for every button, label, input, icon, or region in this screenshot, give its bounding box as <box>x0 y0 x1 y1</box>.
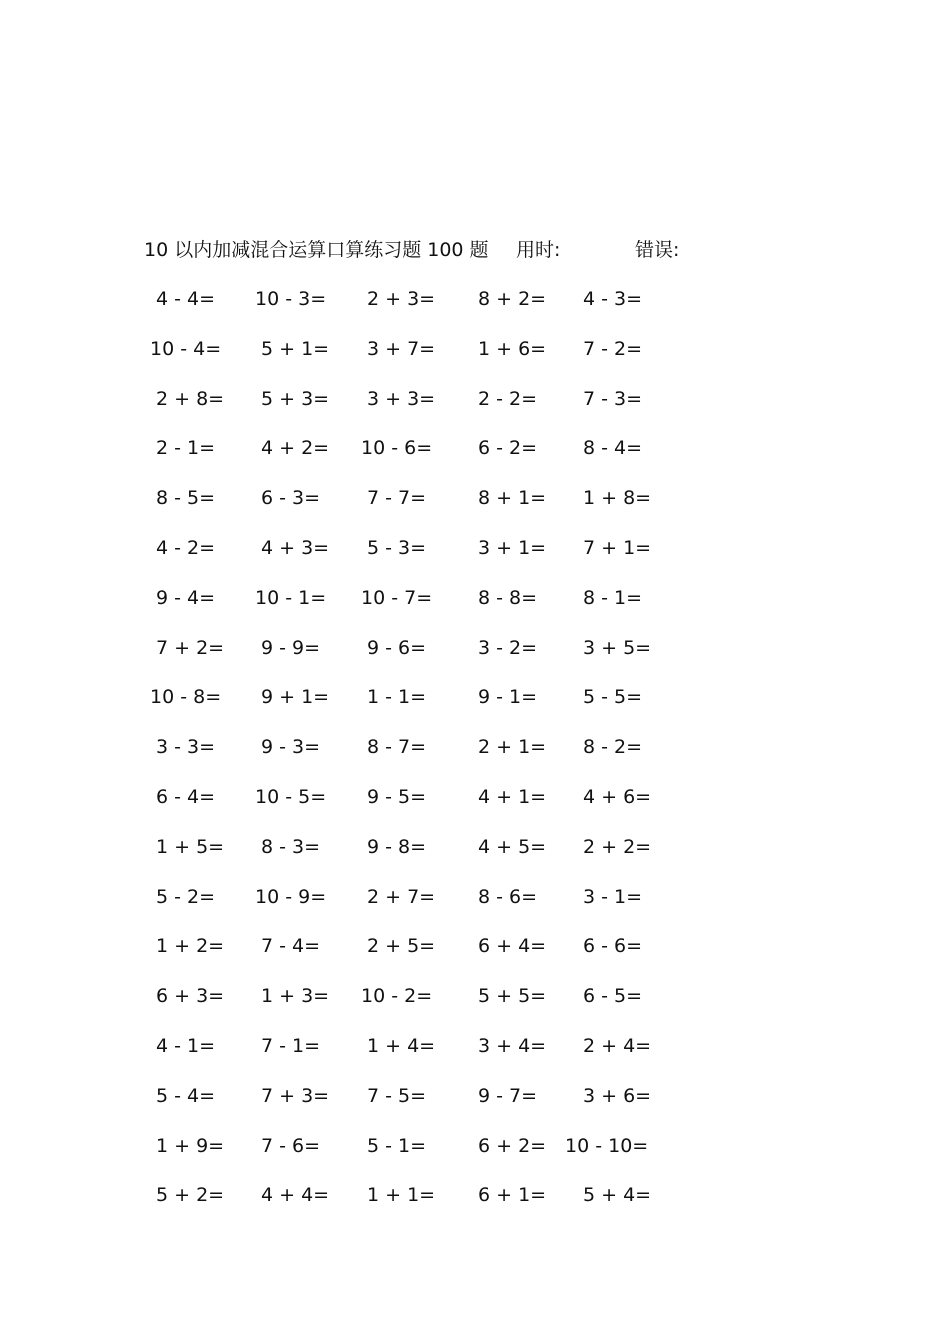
worksheet-header <box>144 236 764 264</box>
problem-cell: 3 - 2= <box>478 636 538 659</box>
problem-cell: 10 - 9= <box>255 885 327 908</box>
problem-row <box>150 732 710 782</box>
problem-cell: 7 + 1= <box>583 536 652 559</box>
problem-cell: 5 + 4= <box>583 1184 652 1207</box>
problem-cell: 7 - 4= <box>261 935 321 958</box>
problem-row <box>150 1031 710 1081</box>
problem-cell: 8 - 3= <box>261 835 321 858</box>
problem-cell: 8 - 7= <box>367 736 427 759</box>
problem-cell: 1 + 4= <box>367 1034 436 1057</box>
problem-cell: 9 + 1= <box>261 686 330 709</box>
problem-row <box>150 1180 710 1230</box>
problem-cell: 8 - 2= <box>583 736 643 759</box>
problem-row <box>150 882 710 932</box>
problem-cell: 3 + 5= <box>583 636 652 659</box>
problem-cell: 9 - 6= <box>367 636 427 659</box>
problem-cell: 3 - 3= <box>156 736 216 759</box>
problem-row <box>150 832 710 882</box>
problem-cell: 8 + 2= <box>478 288 547 310</box>
problem-cell: 10 - 1= <box>255 586 327 609</box>
problem-row <box>150 782 710 832</box>
problem-cell: 6 - 6= <box>583 935 643 958</box>
problem-cell: 3 + 3= <box>367 387 436 410</box>
problem-cell: 2 - 2= <box>478 387 538 410</box>
problem-cell: 1 - 1= <box>367 686 427 709</box>
problem-cell: 10 - 3= <box>255 288 327 310</box>
problem-row <box>150 583 710 633</box>
problem-cell: 4 - 4= <box>156 288 216 310</box>
problem-row <box>150 284 710 334</box>
problem-cell: 6 - 3= <box>261 487 321 510</box>
problem-row <box>150 533 710 583</box>
problem-grid <box>150 284 710 1230</box>
problem-cell: 3 + 1= <box>478 536 547 559</box>
problem-cell: 3 - 1= <box>583 885 643 908</box>
time-used-label: 用时: <box>516 239 561 261</box>
problem-cell: 2 + 8= <box>156 387 225 410</box>
problem-cell: 2 - 1= <box>156 437 216 460</box>
problem-row <box>150 384 710 434</box>
problem-cell: 4 + 2= <box>261 437 330 460</box>
problem-cell: 5 - 3= <box>367 536 427 559</box>
problem-cell: 6 + 2= <box>478 1134 547 1157</box>
problem-cell: 10 - 10= <box>565 1134 649 1157</box>
problem-cell: 4 - 3= <box>583 288 643 310</box>
problem-cell: 1 + 3= <box>261 985 330 1008</box>
problem-cell: 6 + 1= <box>478 1184 547 1207</box>
problem-cell: 6 + 3= <box>156 985 225 1008</box>
problem-cell: 7 - 7= <box>367 487 427 510</box>
problem-cell: 5 + 5= <box>478 985 547 1008</box>
problem-cell: 9 - 3= <box>261 736 321 759</box>
problem-cell: 2 + 2= <box>583 835 652 858</box>
problem-cell: 6 - 5= <box>583 985 643 1008</box>
problem-cell: 8 + 1= <box>478 487 547 510</box>
problem-row <box>150 981 710 1031</box>
problem-cell: 7 + 2= <box>156 636 225 659</box>
problem-cell: 5 - 4= <box>156 1084 216 1107</box>
problem-cell: 1 + 9= <box>156 1134 225 1157</box>
problem-cell: 1 + 6= <box>478 337 547 360</box>
problem-cell: 7 - 6= <box>261 1134 321 1157</box>
problem-row <box>150 1081 710 1131</box>
problem-cell: 9 - 1= <box>478 686 538 709</box>
problem-row <box>150 633 710 683</box>
worksheet-title: 10 以内加减混合运算口算练习题 100 题 <box>144 239 489 261</box>
problem-cell: 10 - 5= <box>255 785 327 808</box>
problem-row <box>150 682 710 732</box>
problem-cell: 7 - 1= <box>261 1034 321 1057</box>
problem-cell: 4 - 2= <box>156 536 216 559</box>
problem-cell: 1 + 8= <box>583 487 652 510</box>
problem-row <box>150 931 710 981</box>
problem-cell: 5 - 2= <box>156 885 216 908</box>
problem-cell: 2 + 7= <box>367 885 436 908</box>
problem-cell: 9 - 9= <box>261 636 321 659</box>
problem-row <box>150 334 710 384</box>
problem-cell: 8 - 8= <box>478 586 538 609</box>
problem-cell: 10 - 2= <box>361 985 433 1008</box>
problem-cell: 10 - 6= <box>361 437 433 460</box>
problem-cell: 5 - 5= <box>583 686 643 709</box>
problem-cell: 9 - 7= <box>478 1084 538 1107</box>
problem-row <box>150 1131 710 1181</box>
problem-cell: 8 - 6= <box>478 885 538 908</box>
problem-cell: 7 - 5= <box>367 1084 427 1107</box>
problem-cell: 8 - 5= <box>156 487 216 510</box>
problem-cell: 2 + 4= <box>583 1034 652 1057</box>
problem-cell: 9 - 8= <box>367 835 427 858</box>
problem-row <box>150 483 710 533</box>
problem-cell: 6 - 4= <box>156 785 216 808</box>
error-count-label: 错误: <box>635 239 680 261</box>
problem-cell: 4 + 1= <box>478 785 547 808</box>
problem-cell: 4 + 3= <box>261 536 330 559</box>
problem-cell: 9 - 4= <box>156 586 216 609</box>
problem-cell: 5 - 1= <box>367 1134 427 1157</box>
problem-cell: 2 + 3= <box>367 288 436 310</box>
problem-cell: 10 - 4= <box>150 337 222 360</box>
problem-cell: 5 + 1= <box>261 337 330 360</box>
problem-cell: 3 + 7= <box>367 337 436 360</box>
problem-cell: 10 - 8= <box>150 686 222 709</box>
problem-cell: 4 + 4= <box>261 1184 330 1207</box>
problem-cell: 6 + 4= <box>478 935 547 958</box>
problem-cell: 1 + 1= <box>367 1184 436 1207</box>
problem-cell: 2 + 1= <box>478 736 547 759</box>
problem-cell: 8 - 1= <box>583 586 643 609</box>
problem-cell: 1 + 5= <box>156 835 225 858</box>
problem-cell: 2 + 5= <box>367 935 436 958</box>
problem-cell: 4 + 6= <box>583 785 652 808</box>
problem-cell: 4 + 5= <box>478 835 547 858</box>
problem-cell: 3 + 4= <box>478 1034 547 1057</box>
problem-cell: 7 - 3= <box>583 387 643 410</box>
problem-cell: 8 - 4= <box>583 437 643 460</box>
problem-cell: 6 - 2= <box>478 437 538 460</box>
problem-row <box>150 433 710 483</box>
problem-cell: 7 + 3= <box>261 1084 330 1107</box>
problem-cell: 9 - 5= <box>367 785 427 808</box>
problem-cell: 1 + 2= <box>156 935 225 958</box>
problem-cell: 10 - 7= <box>361 586 433 609</box>
problem-cell: 3 + 6= <box>583 1084 652 1107</box>
problem-cell: 4 - 1= <box>156 1034 216 1057</box>
problem-cell: 5 + 3= <box>261 387 330 410</box>
problem-cell: 7 - 2= <box>583 337 643 360</box>
problem-cell: 5 + 2= <box>156 1184 225 1207</box>
